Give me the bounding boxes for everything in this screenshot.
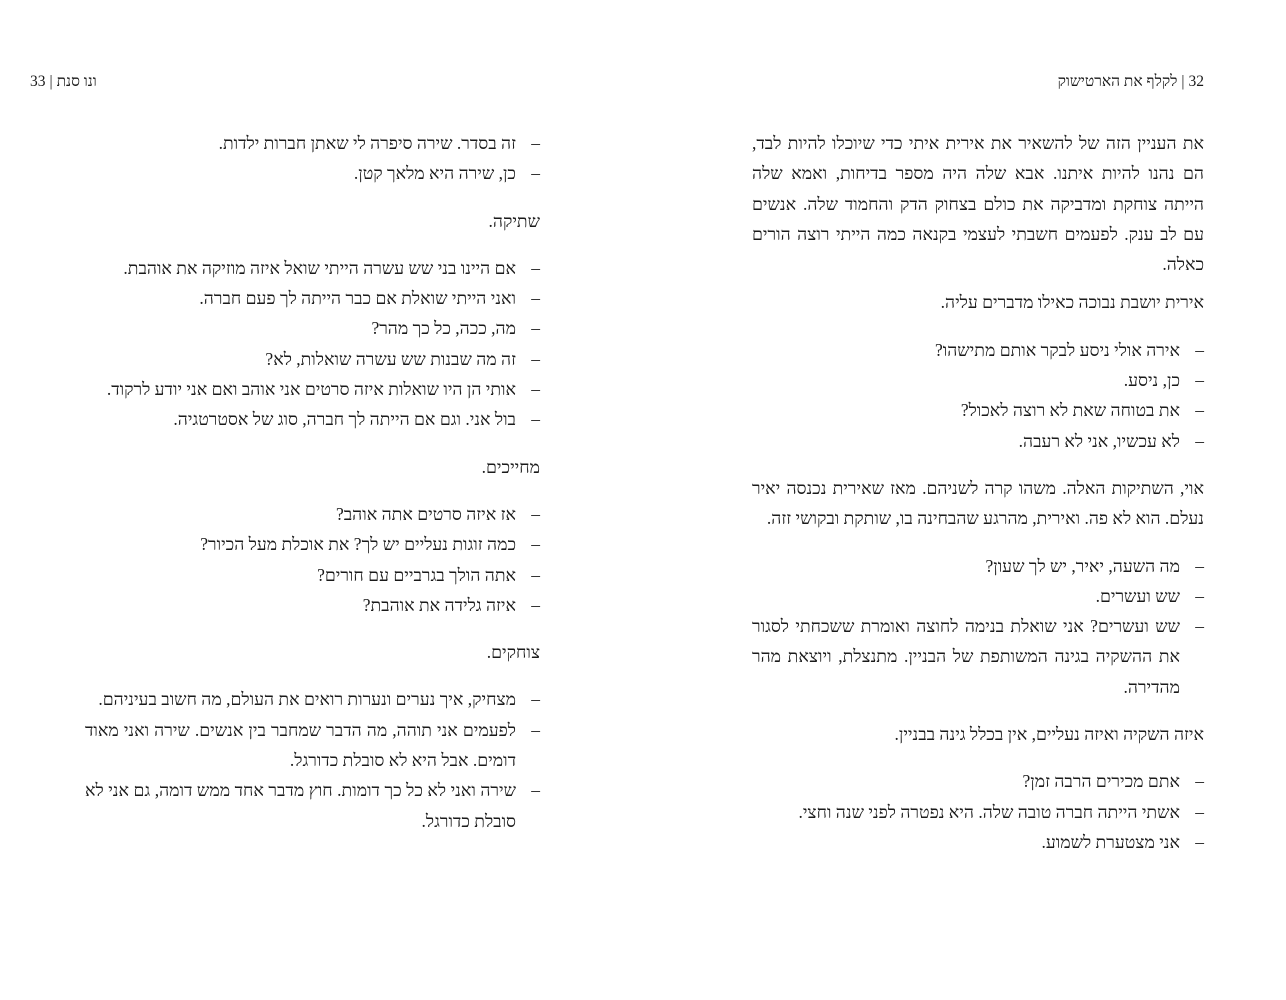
- dialogue-text: כמה זוגות נעליים יש לך? את אוכלת מעל הכיור?: [200, 534, 516, 555]
- spacer: [85, 435, 540, 452]
- paragraph: מחייכים.: [481, 456, 540, 477]
- dialogue-text: אני מצטערת לשמוע.: [1041, 831, 1180, 852]
- dash-marker: –: [1195, 555, 1204, 576]
- dialogue-line: [752, 395, 1204, 425]
- dialogue-text: אשתי הייתה חברה טובה שלה. היא נפטרה לפני שנה וחצי.: [798, 801, 1180, 822]
- dialogue-list: [752, 335, 1204, 456]
- dialogue-line: [85, 715, 540, 776]
- page-number: 32: [1188, 73, 1204, 90]
- dialogue-text: איזה גלידה את אוהבת?: [362, 594, 516, 615]
- dialogue-line: [752, 365, 1204, 395]
- dialogue-text: מה השעה, יאיר, יש לך שעון?: [985, 555, 1180, 576]
- paragraph: אוי, השתיקות האלה. משהו קרה לשניהם. מאז שאירית נכנסה יאיר נעלם. הוא לא פה. ואירית, מהרגע שהבחינה בו, שותקת ובקושי זזה.: [752, 477, 1204, 529]
- page-body: [85, 128, 540, 836]
- dialogue-line: [85, 283, 540, 313]
- dialogue-line: [85, 560, 540, 590]
- dialogue-line: [752, 827, 1204, 857]
- spacer: [752, 534, 1204, 551]
- spacer: [85, 620, 540, 637]
- dialogue-line: [85, 158, 540, 188]
- dialogue-list: [752, 551, 1204, 702]
- dash-marker: –: [531, 780, 540, 801]
- dialogue-line: [752, 426, 1204, 456]
- spacer: [85, 482, 540, 499]
- dash-marker: –: [1195, 400, 1204, 421]
- right-page: [752, 0, 1204, 1000]
- dialogue-text: אתה הולך בגרביים עם חורים?: [317, 564, 516, 585]
- paragraph: את העניין הזה של להשאיר את אירית איתי כדי שיוכלו להיות לבד, הם נהנו להיות איתנו. אבא שלה היה מספר בדיחות, ואמא שלה הייתה צוחקת ומדביקה את כולם בצחוק הדק והחמוד שלה. אנשים עם לב ענק. לפעמים חשבתי לעצמי בקנאה כמה הייתי רוצה הורים כאלה.: [752, 133, 1204, 275]
- dialogue-text: זה מה שבנות שש עשרה שואלות, לא?: [265, 348, 516, 369]
- dialogue-text: את בטוחה שאת לא רוצה לאכול?: [960, 400, 1180, 421]
- page-body: [752, 128, 1204, 857]
- dash-marker: –: [1195, 585, 1204, 606]
- spacer: [752, 318, 1204, 335]
- spacer: [85, 667, 540, 684]
- dialogue-line: [85, 374, 540, 404]
- separator: |: [1181, 73, 1185, 90]
- dash-marker: –: [531, 163, 540, 184]
- dialogue-text: אירה אולי ניסע לבקר אותם מתישהו?: [934, 339, 1180, 360]
- dialogue-text: מצחיק, איך נערים ונערות רואים את העולם, מה חשוב בעיניהם.: [98, 689, 516, 710]
- dialogue-line: [752, 581, 1204, 611]
- dash-marker: –: [1195, 771, 1204, 792]
- spacer: [752, 456, 1204, 473]
- dialogue-text: שש ועשרים? אני שואלת בנימה לחוצה ואומרת ששכחתי לסגור את ההשקיה בגינה המשותפת של הבניין. מתנצלת, ויוצאת מהר מהדירה.: [752, 616, 1180, 697]
- dash-marker: –: [531, 689, 540, 710]
- dialogue-line: [85, 253, 540, 283]
- dialogue-text: שש ועשרים.: [1095, 585, 1180, 606]
- dialogue-text: אז איזה סרטים אתה אוהב?: [335, 503, 516, 524]
- dialogue-text: לא עכשיו, אני לא רעבה.: [1018, 430, 1180, 451]
- running-title: לקלף את הארטישוק: [1057, 73, 1178, 90]
- dash-marker: –: [531, 503, 540, 524]
- dash-marker: –: [1195, 831, 1204, 852]
- dash-marker: –: [531, 564, 540, 585]
- dialogue-text: אותי הן היו שואלות איזה סרטים אני אוהב ואם אני יודע לרקוד.: [106, 379, 516, 400]
- dialogue-line: [752, 611, 1204, 702]
- dash-marker: –: [1195, 370, 1204, 391]
- dash-marker: –: [531, 133, 540, 153]
- dialogue-text: ואני הייתי שואלת אם כבר הייתה לך פעם חברה.: [199, 288, 516, 309]
- dash-marker: –: [531, 594, 540, 615]
- dialogue-list: [752, 766, 1204, 857]
- dash-marker: –: [531, 719, 540, 740]
- dialogue-line: [752, 797, 1204, 827]
- dialogue-line: [85, 499, 540, 529]
- dialogue-line: [752, 766, 1204, 796]
- dash-marker: –: [531, 288, 540, 309]
- spacer: [752, 749, 1204, 766]
- dash-marker: –: [1195, 801, 1204, 822]
- dialogue-list: [85, 128, 540, 189]
- spacer: [85, 236, 540, 253]
- dialogue-line: [85, 313, 540, 343]
- dialogue-line: [85, 128, 540, 158]
- dialogue-line: [752, 551, 1204, 581]
- spacer: [85, 189, 540, 206]
- dash-marker: –: [1195, 430, 1204, 451]
- dialogue-list: [85, 684, 540, 835]
- dialogue-list: [85, 253, 540, 435]
- dialogue-text: אתם מכירים הרבה זמן?: [1022, 771, 1180, 792]
- dash-marker: –: [1195, 339, 1204, 360]
- left-page: [30, 0, 540, 1000]
- dialogue-line: [85, 404, 540, 434]
- dialogue-text: מה, ככה, כל כך מהר?: [371, 318, 516, 339]
- dialogue-text: בול אני. וגם אם הייתה לך חברה, סוג של אסטרטגיה.: [173, 409, 516, 430]
- dialogue-text: אם היינו בני שש עשרה הייתי שואל איזה מוזיקה את אוהבת.: [123, 257, 516, 278]
- running-head-left: [30, 72, 540, 92]
- paragraph: צוחקים.: [486, 642, 540, 663]
- dialogue-text: כן, שירה היא מלאך קטן.: [353, 163, 516, 184]
- dialogue-line: [85, 775, 540, 836]
- running-head-right: [752, 72, 1204, 92]
- dialogue-text: שירה ואני לא כל כך דומות. חוץ מדבר אחד ממש דומה, גם אני לא סובלת כדורגל.: [85, 780, 516, 831]
- dash-marker: –: [531, 534, 540, 555]
- running-title: ונו סנת: [56, 73, 97, 90]
- dash-marker: –: [531, 379, 540, 400]
- spacer: [752, 702, 1204, 719]
- separator: |: [49, 73, 53, 90]
- dialogue-list: [85, 499, 540, 620]
- paragraph: איזה השקיה ואיזה נעליים, אין בכלל גינה בבניין.: [894, 724, 1204, 745]
- dialogue-line: [85, 684, 540, 714]
- dialogue-text: כן, ניסע.: [1123, 370, 1180, 391]
- paragraph: שתיקה.: [488, 210, 540, 231]
- spacer: [752, 279, 1204, 287]
- dash-marker: –: [531, 318, 540, 339]
- dialogue-text: לפעמים אני תוהה, מה הדבר שמחבר בין אנשים. שירה ואני מאוד דומים. אבל היא לא סובלת כדורגל.: [85, 719, 516, 771]
- dash-marker: –: [531, 409, 540, 430]
- dialogue-line: [85, 529, 540, 559]
- dash-marker: –: [1195, 616, 1204, 637]
- dialogue-line: [752, 335, 1204, 365]
- dialogue-text: זה בסדר. שירה סיפרה לי שאתן חברות ילדות.: [218, 133, 516, 153]
- dash-marker: –: [531, 348, 540, 369]
- dialogue-line: [85, 590, 540, 620]
- dialogue-line: [85, 344, 540, 374]
- dash-marker: –: [531, 257, 540, 278]
- page-number: 33: [30, 73, 46, 90]
- paragraph: אירית יושבת נבוכה כאילו מדברים עליה.: [940, 292, 1204, 313]
